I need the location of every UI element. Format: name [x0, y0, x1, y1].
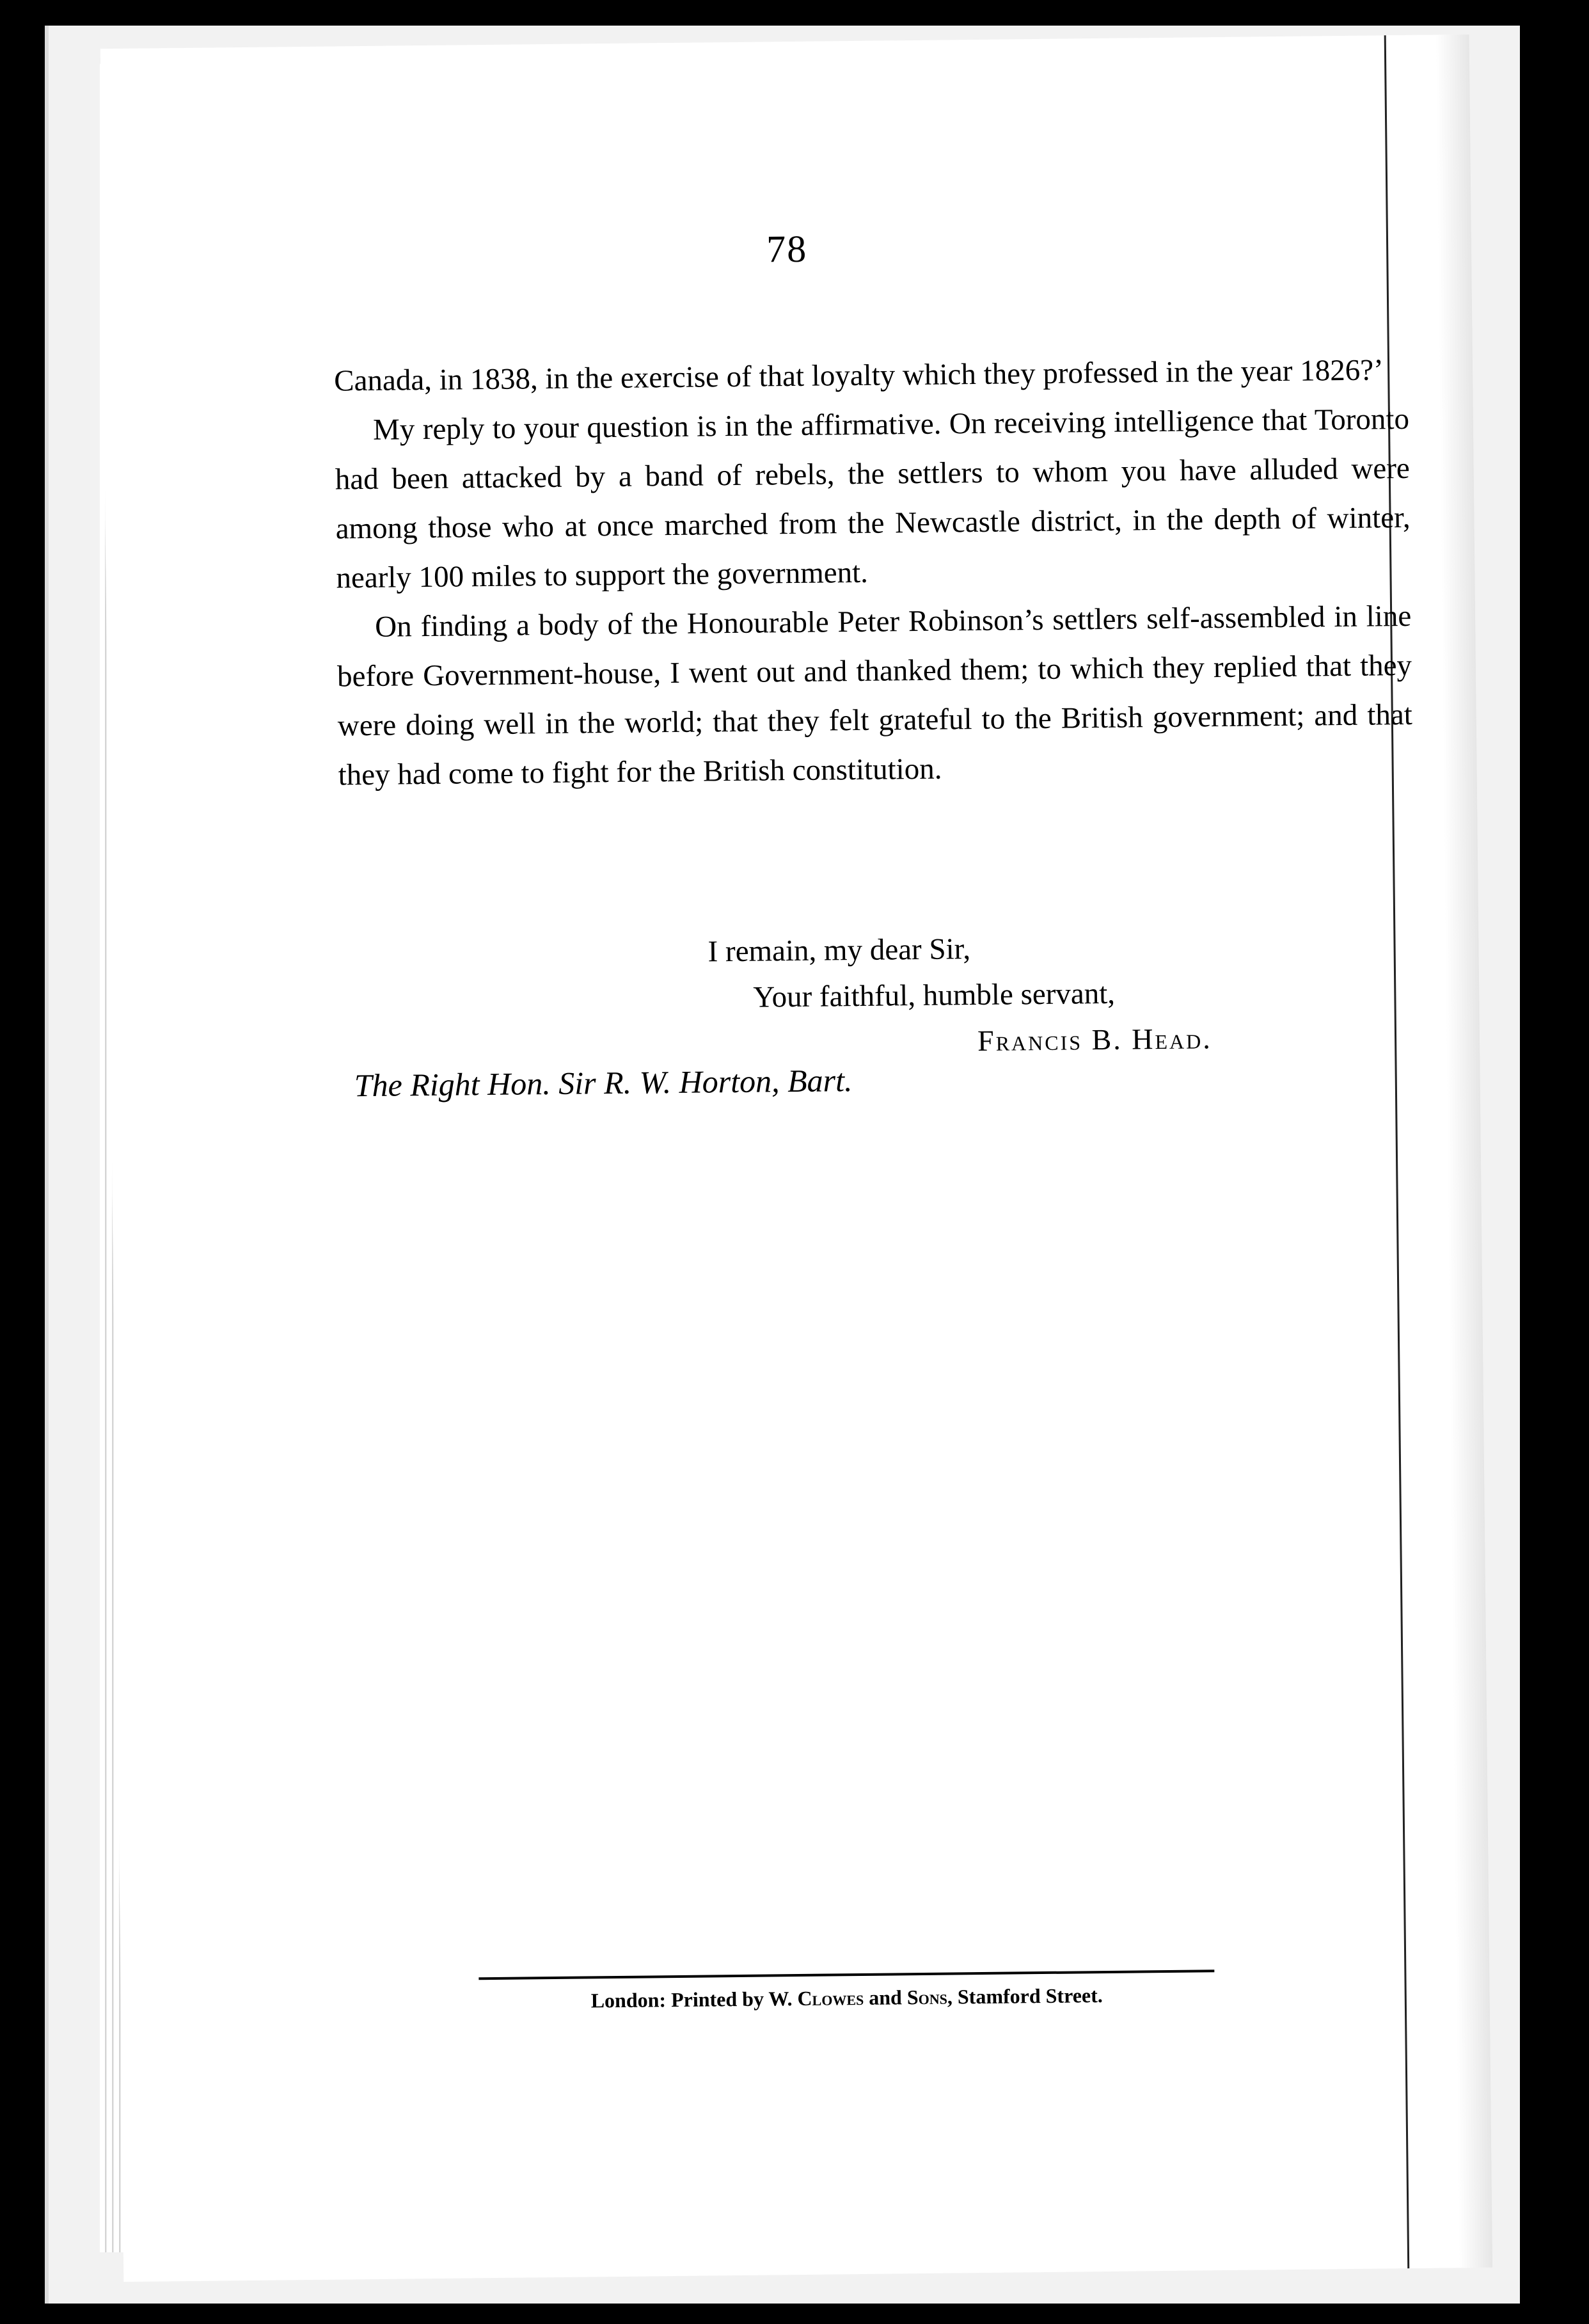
book-page — [100, 35, 1492, 2282]
paragraph-continuation: Canada, in 1838, in the exercise of that loyalty which they professed in the year 1826?’ — [333, 353, 1384, 398]
printer-imprint — [479, 1982, 1215, 2014]
imprint-sons: Sons — [906, 1985, 948, 2009]
body-text — [334, 346, 1413, 800]
imprint-middle: and — [864, 1986, 908, 2009]
imprint-prefix: London: Printed by W. — [590, 1987, 798, 2012]
letter-closing — [109, 921, 1478, 1058]
paragraph-reply: My reply to your question is in the affirmative. On receiving intelligence that Toronto had been attacked by a band of rebels, the settlers to whom you have alluded were among those who at once marched from the Newcastle district, in the depth of winter, nearly 100 miles to support the government. — [335, 402, 1411, 595]
imprint-rule — [478, 1970, 1214, 1980]
signature: Francis B. Head. — [977, 1022, 1212, 1058]
closing-salutation: I remain, my dear Sir, — [708, 932, 971, 969]
addressee: The Right Hon. Sir R. W. Horton, Bart. — [354, 1062, 853, 1104]
page-number: 78 — [766, 227, 808, 271]
imprint-printer: Clowes — [797, 1986, 864, 2010]
closing-valediction: Your faithful, humble servant, — [753, 976, 1116, 1014]
imprint-suffix: , Stamford Street. — [947, 1984, 1103, 2009]
paragraph-settlers: On finding a body of the Honourable Peter Robinson’s settlers self-assembled in line before Government-house, I went out and thanked them; to which they replied that they were doing well in the world; that they felt grateful to the British government; and that they had come to fight for the British constitution. — [336, 599, 1413, 792]
